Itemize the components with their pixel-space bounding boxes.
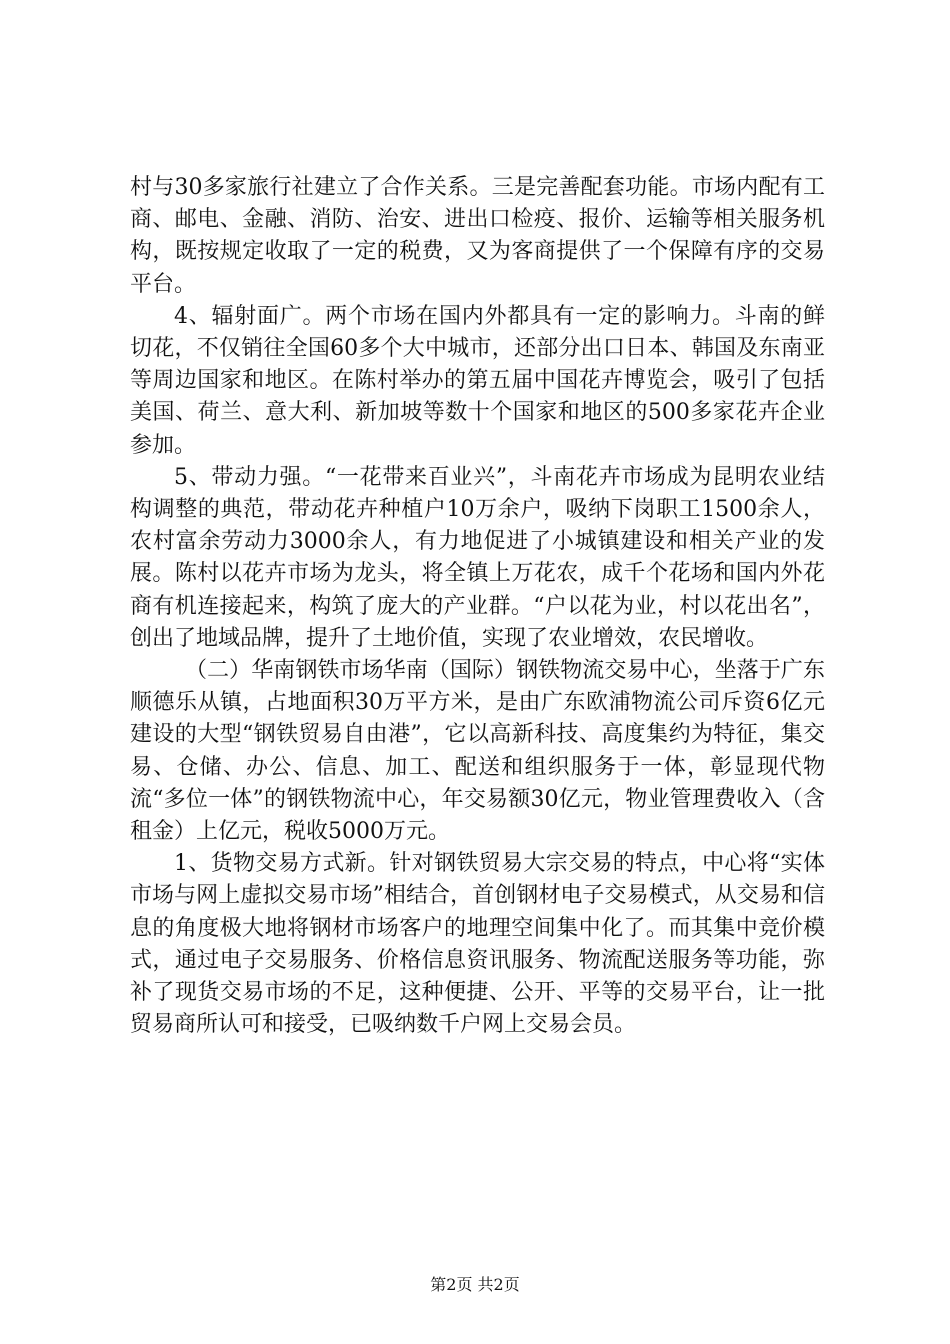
paragraph-continuation: 村与30多家旅行社建立了合作关系。三是完善配套功能。市场内配有工商、邮电、金融、消防、治安、进出口检疫、报价、运输等相关服务机构，既按规定收取了一定的税费，又为客商提供了一个保障有序的交易平台。 <box>130 175 825 297</box>
paragraph-radiation: 4、辐射面广。两个市场在国内外都具有一定的影响力。斗南的鲜切花，不仅销往全国60多个大中城市，还部分出口日本、韩国及东南亚等周边国家和地区。在陈村举办的第五届中国花卉博览会，吸引了包括美国、荷兰、意大利、新加坡等数十个国家和地区的500多家花卉企业参加。 <box>130 303 825 458</box>
paragraph-trading-mode: 1、货物交易方式新。针对钢铁贸易大宗交易的特点，中心将“实体市场与网上虚拟交易市场”相结合，首创钢材电子交易模式，从交易和信息的角度极大地将钢材市场客户的地理空间集中化了。而其集中竞价模式，通过电子交易服务、价格信息资讯服务、物流配送服务等功能，弥补了现货交易市场的不足，这种便捷、公开、平等的交易平台，让一批贸易商所认可和接受，已吸纳数千户网上交易会员。 <box>130 851 825 1038</box>
page-footer: 第2页 共2页 <box>430 1275 520 1294</box>
paragraph-driving-force: 5、带动力强。“一花带来百业兴”，斗南花卉市场成为昆明农业结构调整的典范，带动花卉种植户10万余户，吸纳下岗职工1500余人，农村富余劳动力3000余人，有力地促进了小城镇建设和相关产业的发展。陈村以花卉市场为龙头，将全镇上万花农，成千个花场和国内外花商有机连接起来，构筑了庞大的产业群。“户以花为业，村以花出名”，创出了地域品牌，提升了土地价值，实现了农业增效，农民增收。 <box>130 464 825 651</box>
paragraph-south-china-steel: （二）华南钢铁市场华南（国际）钢铁物流交易中心，坐落于广东顺德乐从镇，占地面积30万平方米，是由广东欧浦物流公司斥资6亿元建设的大型“钢铁贸易自由港”，它以高新科技、高度集约为特征，集交易、仓储、办公、信息、加工、配送和组织服务于一体，彰显现代物流“多位一体”的钢铁物流中心，年交易额30亿元，物业管理费收入（含租金）上亿元，税收5000万元。 <box>130 658 825 845</box>
document-body <box>130 172 825 1041</box>
